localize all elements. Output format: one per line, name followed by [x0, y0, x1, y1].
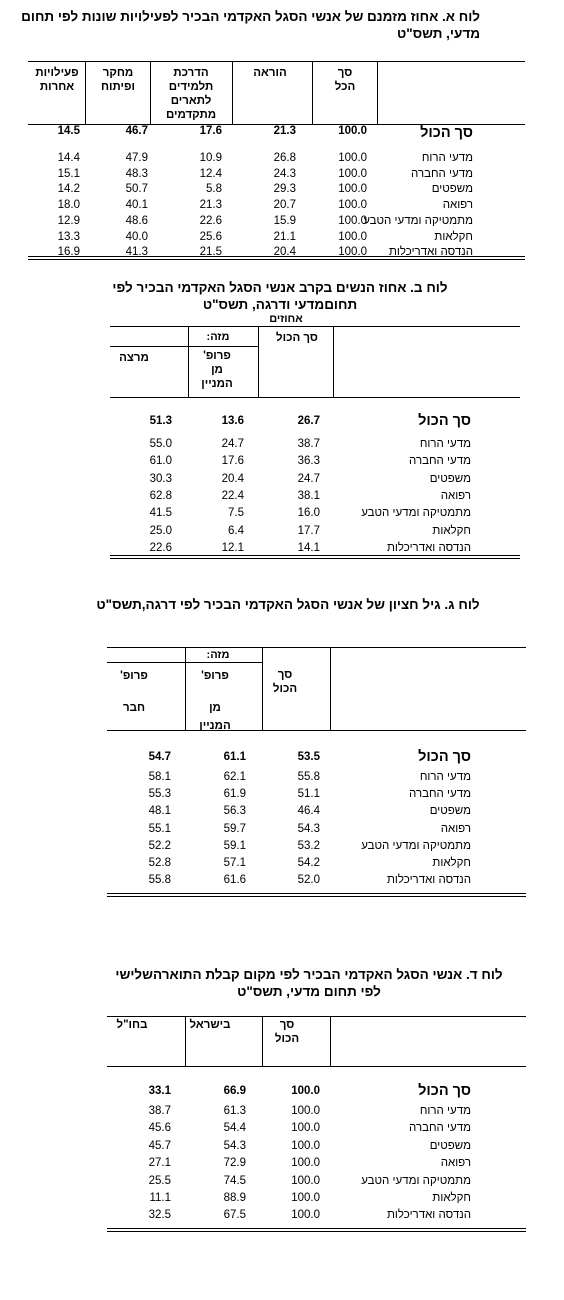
table-cell-value: 52.0: [297, 874, 320, 887]
total-row-label: סך הכול: [418, 749, 471, 765]
table-cell-value: 13.3: [57, 230, 80, 243]
total-row-label: סך הכול: [420, 125, 473, 141]
table-cell-value: 5.8: [206, 183, 222, 196]
column-header-line: מן: [211, 364, 223, 376]
table-cell-value: 16.0: [297, 507, 320, 520]
column-header: [94, 1018, 170, 1032]
table-cell-value: 41.5: [149, 507, 172, 520]
table-cell-value: 46.4: [297, 805, 320, 818]
table-cell-value: 40.1: [125, 199, 148, 212]
table-cell-value: 50.7: [125, 183, 148, 196]
table-cell-value: 100.0: [291, 1174, 320, 1187]
table-title-line: לוח ד. אנשי הסגל האקדמי הבכיר לפי מקום קבלת התואר: [162, 967, 503, 982]
table-cell-value: 61.0: [149, 455, 172, 468]
table-cell-value: 17.7: [297, 524, 320, 537]
column-header-line: מחקר: [102, 67, 134, 79]
total-row-value: 100.0: [338, 125, 367, 137]
table-row-label: מדעי הרוח: [419, 1105, 471, 1117]
column-header-line: תלמידים: [168, 81, 214, 93]
table-cell-value: 10.9: [199, 152, 222, 164]
table-cell-value: 38.7: [148, 1105, 171, 1117]
table-row-label: מדעי החברה: [409, 455, 471, 468]
table-bottom-rule: [107, 1228, 526, 1229]
table-cell-value: 62.8: [149, 489, 172, 502]
table-top-rule: [107, 1016, 526, 1017]
column-header-line: מתקדמים: [165, 109, 217, 121]
table-cell-value: 54.3: [223, 1139, 246, 1152]
column-header: [153, 66, 229, 122]
table-title-line: לוח א. אחוז מזמנם של אנשי הסגל האקדמי הבכיר לפעילויות שונות לפי תחום: [21, 9, 480, 24]
table-cell-value: 61.9: [223, 788, 246, 801]
table-cell-value: 53.2: [297, 839, 320, 852]
column-header-line: אחרות: [39, 81, 75, 93]
table-row-label: חקלאות: [432, 524, 471, 537]
table-title-line: מדעי, תשס"ט: [397, 26, 480, 41]
table-cell-value: 51.1: [297, 788, 320, 801]
column-header-line: לתארים: [170, 95, 212, 107]
group-rule: [107, 662, 262, 663]
table-cell-value: 74.5: [223, 1174, 246, 1187]
table-cell-value: 61.3: [223, 1105, 246, 1117]
column-header-line: מרצה: [119, 352, 149, 364]
total-row-value: 61.1: [223, 751, 246, 763]
column-header: [307, 66, 383, 94]
table-cell-value: 100.0: [338, 167, 367, 180]
table-cell-value: 59.7: [223, 822, 246, 835]
column-header: [96, 351, 172, 365]
table-bottom-rule: [107, 1231, 526, 1232]
table-cell-value: 100.0: [338, 183, 367, 196]
column-header-line: המניין: [199, 720, 231, 732]
table-cell-value: 20.7: [273, 199, 296, 212]
table-cell-value: 55.8: [148, 874, 171, 887]
table-row-label: הנדסה ואדריכלות: [386, 874, 471, 887]
table-cell-value: 21.3: [199, 199, 222, 212]
table-cell-value: 62.1: [223, 771, 246, 783]
table-cell-value: 21.5: [199, 246, 222, 259]
table-cell-value: 29.3: [273, 183, 296, 196]
column-header-line: הוראה: [253, 67, 287, 79]
total-row-value: 13.6: [221, 415, 244, 427]
total-row-value: 53.5: [297, 751, 320, 763]
table-cell-value: 54.4: [223, 1122, 246, 1135]
table-row-label: מדעי החברה: [409, 788, 471, 801]
column-header: [19, 66, 95, 94]
table-cell-value: 25.5: [148, 1174, 171, 1187]
table-cell-value: 67.5: [223, 1209, 246, 1222]
table-cell-value: 27.1: [148, 1157, 171, 1170]
table-cell-value: 15.1: [57, 167, 80, 180]
column-header-line: פרופ': [201, 670, 229, 682]
column-header-line: סך: [279, 1019, 295, 1031]
column-header-line: בישראל: [189, 1019, 231, 1031]
column-header-line: מן: [209, 702, 221, 714]
table-cell-value: 72.9: [223, 1157, 246, 1170]
table-cell-value: 100.0: [338, 230, 367, 243]
column-header: [177, 667, 253, 735]
table-row-label: רפואה: [442, 199, 473, 212]
total-row-value: 54.7: [148, 751, 171, 763]
group-rule: [110, 346, 258, 347]
column-header: [232, 66, 308, 80]
column-header-line: פעילויות: [35, 67, 79, 79]
table-row-label: משפטים: [429, 1139, 471, 1152]
table-title-line: תשס"ט: [96, 597, 142, 612]
table-top-rule: [107, 647, 526, 648]
table-title-line: לוח ב. אחוז הנשים בקרב אנשי הסגל האקדמי הבכיר לפי תחום: [112, 280, 448, 312]
table-cell-value: 56.3: [223, 805, 246, 818]
table-cell-value: 45.7: [148, 1139, 171, 1152]
table-cell-value: 26.8: [273, 152, 296, 164]
table-title-line: מדעי ודרגה, תשס"ט: [202, 297, 325, 312]
column-divider: [330, 647, 331, 730]
total-row-label: סך הכול: [418, 1083, 471, 1099]
table-row-label: חקלאות: [432, 1192, 471, 1204]
table-title: [10, 8, 480, 42]
total-row-value: 14.5: [57, 125, 80, 137]
column-header: [96, 667, 172, 717]
total-row-value: 26.7: [297, 415, 320, 427]
column-header: [172, 1018, 248, 1032]
column-divider: [330, 1016, 331, 1066]
column-header-line: המניין: [201, 378, 233, 390]
column-header-line: סך הכול: [276, 332, 318, 344]
table-title: [109, 966, 509, 1000]
column-header-line: ופיתוח: [101, 81, 135, 93]
table-title-line: לוח ג. גיל חציון של אנשי הסגל האקדמי הבכיר לפי דרגה,: [141, 597, 480, 612]
table-cell-value: 24.7: [297, 472, 320, 485]
column-header: [179, 349, 255, 391]
table-cell-value: 88.9: [223, 1192, 246, 1204]
column-header: [249, 1018, 325, 1046]
table-cell-value: 55.0: [149, 438, 172, 450]
table-cell-value: 100.0: [338, 214, 367, 227]
table-cell-value: 52.8: [148, 857, 171, 869]
table-cell-value: 47.9: [125, 152, 148, 164]
table-bottom-rule: [110, 558, 520, 559]
table-row-label: הנדסה ואדריכלות: [386, 541, 471, 554]
group-label: מזה:: [206, 649, 230, 661]
table-cell-value: 100.0: [291, 1105, 320, 1117]
table-top-rule: [110, 326, 520, 327]
table-top-rule: [28, 61, 525, 62]
table-cell-value: 38.7: [297, 438, 320, 450]
table-row-label: חקלאות: [434, 230, 473, 243]
column-header-line: סך: [337, 67, 353, 79]
table-cell-value: 17.6: [221, 455, 244, 468]
table-cell-value: 100.0: [338, 246, 367, 259]
table-cell-value: 58.1: [148, 771, 171, 783]
column-header: [259, 331, 335, 345]
table-cell-value: 14.1: [297, 541, 320, 554]
table-cell-value: 12.4: [199, 167, 222, 180]
table-cell-value: 24.7: [221, 438, 244, 450]
table-cell-value: 14.2: [57, 183, 80, 196]
table-row-label: מתמטיקה ומדעי הטבע: [361, 1174, 471, 1187]
table-cell-value: 100.0: [291, 1192, 320, 1204]
table-cell-value: 16.9: [57, 246, 80, 259]
table-cell-value: 57.1: [223, 857, 246, 869]
table-cell-value: 100.0: [338, 152, 367, 164]
table-row-label: משפטים: [429, 805, 471, 818]
table-bottom-rule: [107, 893, 526, 894]
table-cell-value: 100.0: [291, 1122, 320, 1135]
table-cell-value: 40.0: [125, 230, 148, 243]
total-row-value: 51.3: [149, 415, 172, 427]
table-cell-value: 20.4: [273, 246, 296, 259]
table-cell-value: 22.6: [199, 214, 222, 227]
column-header-line: הכול: [272, 683, 298, 695]
table-title: [80, 279, 480, 313]
total-row-value: 21.3: [273, 125, 296, 137]
total-row-value: 66.9: [223, 1085, 246, 1097]
total-row-value: 33.1: [148, 1085, 171, 1097]
total-row-value: 17.6: [199, 125, 222, 137]
table-cell-value: 41.3: [125, 246, 148, 259]
table-row-label: חקלאות: [432, 857, 471, 869]
total-row-value: 100.0: [291, 1085, 320, 1097]
table-row-label: מדעי הרוח: [421, 152, 473, 164]
table-header-rule: [107, 730, 526, 731]
table-row-label: משפטים: [429, 472, 471, 485]
table-cell-value: 61.6: [223, 874, 246, 887]
table-bottom-rule: [110, 555, 520, 556]
table-cell-value: 100.0: [291, 1139, 320, 1152]
table-cell-value: 18.0: [57, 199, 80, 212]
column-header-line: פרופ': [120, 670, 148, 682]
table-cell-value: 25.6: [199, 230, 222, 243]
table-header-rule: [107, 1066, 526, 1067]
table-cell-value: 100.0: [291, 1157, 320, 1170]
table-cell-value: 48.6: [125, 214, 148, 227]
table-cell-value: 48.3: [125, 167, 148, 180]
table-row-label: מתמטיקה ומדעי הטבע: [361, 507, 471, 520]
table-cell-value: 22.6: [149, 541, 172, 554]
table-cell-value: 55.3: [148, 788, 171, 801]
table-row-label: רפואה: [440, 1157, 471, 1170]
column-header-line: הדרכת: [173, 67, 209, 79]
table-title-line: השלישי לפי תחום מדעי, תשס"ט: [115, 967, 381, 999]
table-cell-value: 11.1: [149, 1192, 171, 1204]
table-cell-value: 45.6: [148, 1122, 171, 1135]
table-cell-value: 54.2: [297, 857, 320, 869]
table-cell-value: 52.2: [148, 839, 171, 852]
table-title: [88, 596, 488, 613]
table-row-label: מדעי החברה: [409, 1122, 471, 1135]
table-row-label: רפואה: [440, 489, 471, 502]
total-row-label: סך הכול: [418, 413, 471, 429]
table-cell-value: 36.3: [297, 455, 320, 468]
column-header-line: הכול: [274, 1033, 300, 1045]
table-row-label: רפואה: [440, 822, 471, 835]
table-cell-value: 12.1: [221, 541, 244, 554]
table-cell-value: 21.1: [273, 230, 296, 243]
table-cell-value: 14.4: [57, 152, 80, 164]
column-header-line: סך: [277, 669, 293, 681]
table-row-label: מדעי הרוח: [419, 438, 471, 450]
column-header-line: פרופ': [203, 350, 231, 362]
table-cell-value: 12.9: [57, 214, 80, 227]
table-cell-value: 100.0: [291, 1209, 320, 1222]
table-row-label: מתמטיקה ומדעי הטבע: [361, 839, 471, 852]
total-row-value: 46.7: [125, 125, 148, 137]
table-cell-value: 32.5: [148, 1209, 171, 1222]
table-row-label: מתמטיקה ומדעי הטבע: [363, 214, 473, 227]
table-cell-value: 20.4: [221, 472, 244, 485]
table-cell-value: 6.4: [228, 524, 244, 537]
column-header-line: הכל: [334, 81, 356, 93]
group-label: מזה:: [206, 331, 230, 343]
table-cell-value: 25.0: [149, 524, 172, 537]
table-cell-value: 15.9: [273, 214, 296, 227]
table-cell-value: 24.3: [273, 167, 296, 180]
table-cell-value: 100.0: [338, 199, 367, 212]
table-row-label: מדעי הרוח: [419, 771, 471, 783]
table-cell-value: 55.1: [148, 822, 171, 835]
column-header: [247, 668, 323, 696]
table-cell-value: 59.1: [223, 839, 246, 852]
table-cell-value: 55.8: [297, 771, 320, 783]
table-cell-value: 48.1: [148, 805, 171, 818]
table-cell-value: 7.5: [228, 507, 244, 520]
table-row-label: משפטים: [431, 183, 473, 196]
table-cell-value: 22.4: [221, 489, 244, 502]
table-cell-value: 54.3: [297, 822, 320, 835]
column-header-line: בחו"ל: [116, 1019, 148, 1031]
table-row-label: מדעי החברה: [411, 167, 473, 180]
table-row-label: הנדסה ואדריכלות: [386, 1209, 471, 1222]
column-header-line: חבר: [122, 702, 146, 714]
unit-label: אחוזים: [269, 313, 303, 325]
table-header-rule: [110, 397, 520, 398]
table-cell-value: 38.1: [297, 489, 320, 502]
table-bottom-rule: [107, 896, 526, 897]
table-row-label: הנדסה ואדריכלות: [388, 246, 473, 259]
table-cell-value: 30.3: [149, 472, 172, 485]
